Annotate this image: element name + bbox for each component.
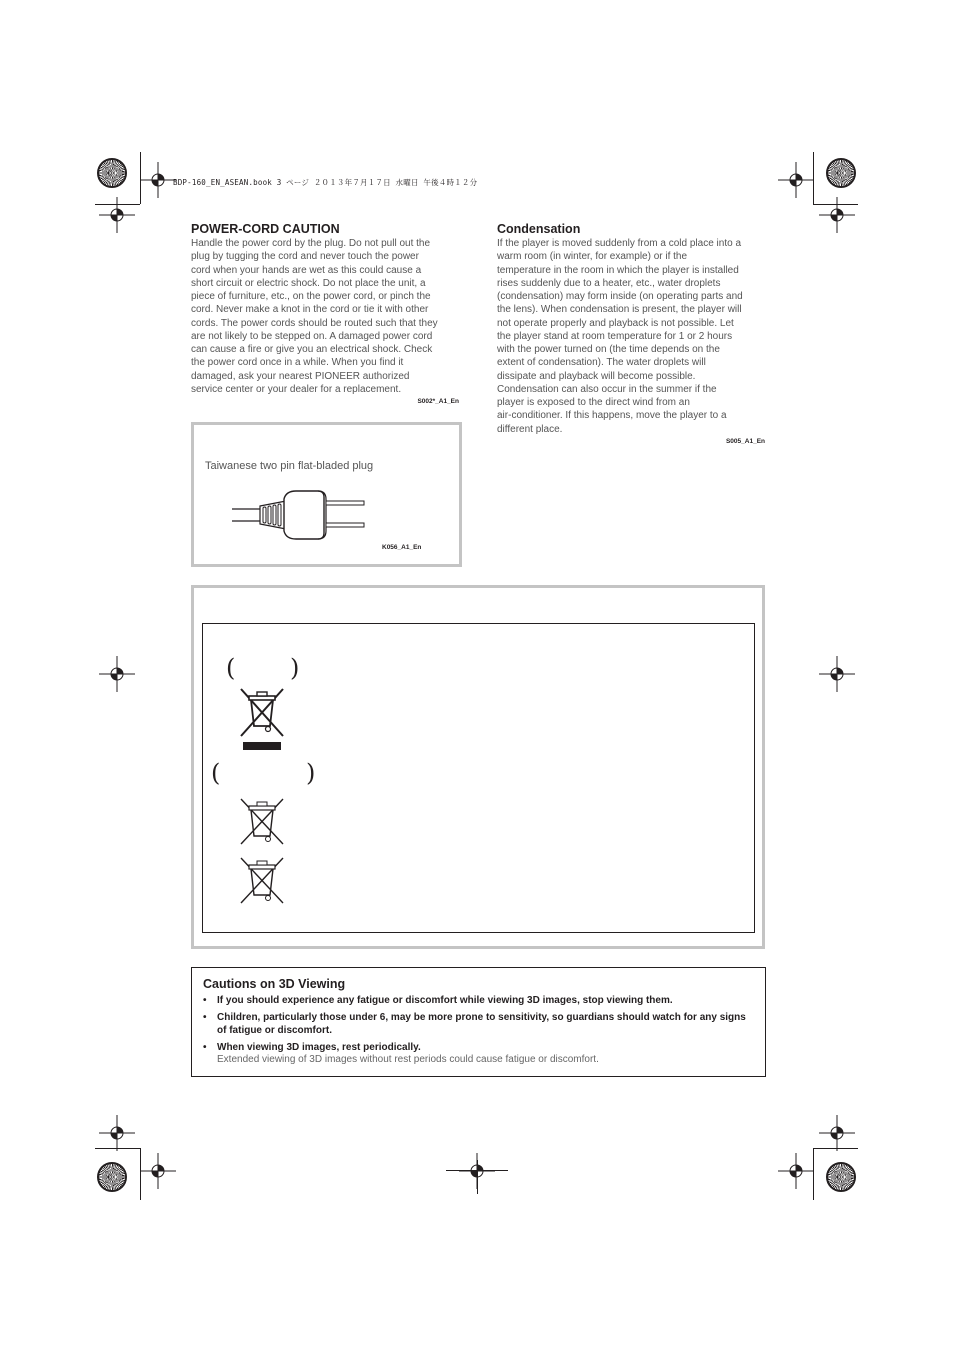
text-line: plug by tugging the cord and never touch the power xyxy=(191,251,419,263)
file-info-header: BDP-160_EN_ASEAN.book 3 ページ ２０１３年７月１７日 水曜日 午後４時１２分 xyxy=(173,178,478,187)
text-line: not operate properly and playback is not possible. Let xyxy=(497,317,734,329)
text-line: extent of condensation). The water droplets will xyxy=(497,357,706,369)
text-line: damaged, ask your nearest PIONEER authorized xyxy=(191,370,410,382)
crosshair-icon xyxy=(99,1115,135,1151)
crossed-bin-icon xyxy=(238,686,286,752)
crosshair-icon xyxy=(778,162,814,198)
text-line: cords. The power cords should be routed such that they xyxy=(191,317,438,329)
caution-item-text: If you should experience any fatigue or discomfort while viewing 3D images, stop viewing them. xyxy=(217,995,673,1006)
text-line: dissipate and playback will become possible. xyxy=(497,370,696,382)
text-line: the power cord once in a while. When you find it xyxy=(191,357,404,369)
crossed-bin-icon xyxy=(238,796,286,846)
text-line: can cause a fire or give you an electrical shock. Check xyxy=(191,344,433,355)
text-line: different place. xyxy=(497,423,563,435)
plug-box xyxy=(191,422,462,567)
crosshair-icon xyxy=(819,656,855,692)
text-line: cord when your hands are wet as this could cause a xyxy=(191,264,422,276)
condensation-title: Condensation xyxy=(497,222,581,236)
power-cord-text xyxy=(191,237,463,396)
text-line: Condensation can also occur in the summer if the xyxy=(497,383,717,395)
registration-burst-icon xyxy=(826,1162,856,1192)
crosshair-icon xyxy=(140,162,176,198)
cautions-3d-title: Cautions on 3D Viewing xyxy=(203,977,346,991)
text-line: cord. Never make a knot in the cord or tie it with other xyxy=(191,304,429,316)
text-line: Handle the power cord by the plug. Do not pull out the xyxy=(191,238,431,249)
plug-icon xyxy=(232,487,382,547)
text-line: piece of furniture, etc., on the power cord, or pinch the xyxy=(191,291,431,302)
crop-line xyxy=(813,1148,858,1149)
caution-item-text: Children, particularly those under 6, may be more prone to sensitivity, so guardians should watch for any signs of fatigue or discomfort. xyxy=(217,1012,746,1036)
text-line: the lens). When condensation is present, the player will xyxy=(497,304,742,316)
registration-burst-icon xyxy=(97,158,127,188)
bullet-icon: • xyxy=(203,1042,207,1053)
power-cord-code: S002*_A1_En xyxy=(417,398,459,405)
caution-item-text: When viewing 3D images, rest periodically. xyxy=(217,1042,421,1053)
caution-item xyxy=(203,1041,747,1054)
bracket-open: ( xyxy=(226,654,236,682)
registration-burst-icon xyxy=(97,1162,127,1192)
caution-item xyxy=(203,994,747,1007)
cautions-3d-box xyxy=(191,967,766,1077)
condensation-section xyxy=(497,222,769,445)
crosshair-icon xyxy=(819,1115,855,1151)
text-line: air-conditioner. If this happens, move the player to a xyxy=(497,410,727,422)
power-cord-section xyxy=(191,222,463,405)
caution-item xyxy=(203,1011,747,1037)
bracket-close: ) xyxy=(306,759,316,787)
crop-line xyxy=(95,1148,140,1149)
text-line: are not likely to be stepped on. A damaged power cord xyxy=(191,330,433,342)
bullet-icon: • xyxy=(203,1012,207,1023)
plug-code: K056_A1_En xyxy=(382,544,422,551)
text-line: (condensation) may form inside (on operating parts and xyxy=(497,291,743,302)
bracket-close: ) xyxy=(290,654,300,682)
crosshair-icon xyxy=(819,197,855,233)
text-line: warm room (in winter, for example) or if the xyxy=(497,251,688,263)
text-line: with the power turned on (the time depends on the xyxy=(497,344,720,355)
crosshair-icon xyxy=(99,656,135,692)
crosshair-icon xyxy=(140,1153,176,1189)
text-line: If the player is moved suddenly from a cold place into a xyxy=(497,238,742,249)
text-line: player is exposed to the direct wind from an xyxy=(497,397,690,408)
text-line: the player stand at room temperature for 1 or 2 hours xyxy=(497,330,733,342)
crosshair-icon xyxy=(99,197,135,233)
text-line: rises suddenly due to a heater, etc., water droplets xyxy=(497,277,721,289)
disposal-inner-box xyxy=(202,623,755,933)
crosshair-icon xyxy=(778,1153,814,1189)
bullet-icon: • xyxy=(203,995,207,1006)
text-line: service center or your dealer for a replacement. xyxy=(191,383,402,395)
text-line: short circuit or electric shock. Do not place the unit, a xyxy=(191,277,426,289)
caution-note: Extended viewing of 3D images without rest periods could cause fatigue or discomfort. xyxy=(217,1054,599,1065)
text-line: temperature in the room in which the player is installed xyxy=(497,264,739,276)
crop-line xyxy=(477,1160,478,1194)
condensation-text xyxy=(497,237,769,436)
power-cord-title: POWER-CORD CAUTION xyxy=(191,222,340,236)
plug-label: Taiwanese two pin flat-bladed plug xyxy=(205,460,374,472)
registration-burst-icon xyxy=(826,158,856,188)
bracket-open: ( xyxy=(211,759,221,787)
crossed-bin-icon xyxy=(238,855,286,905)
condensation-code: S005_A1_En xyxy=(725,437,765,445)
